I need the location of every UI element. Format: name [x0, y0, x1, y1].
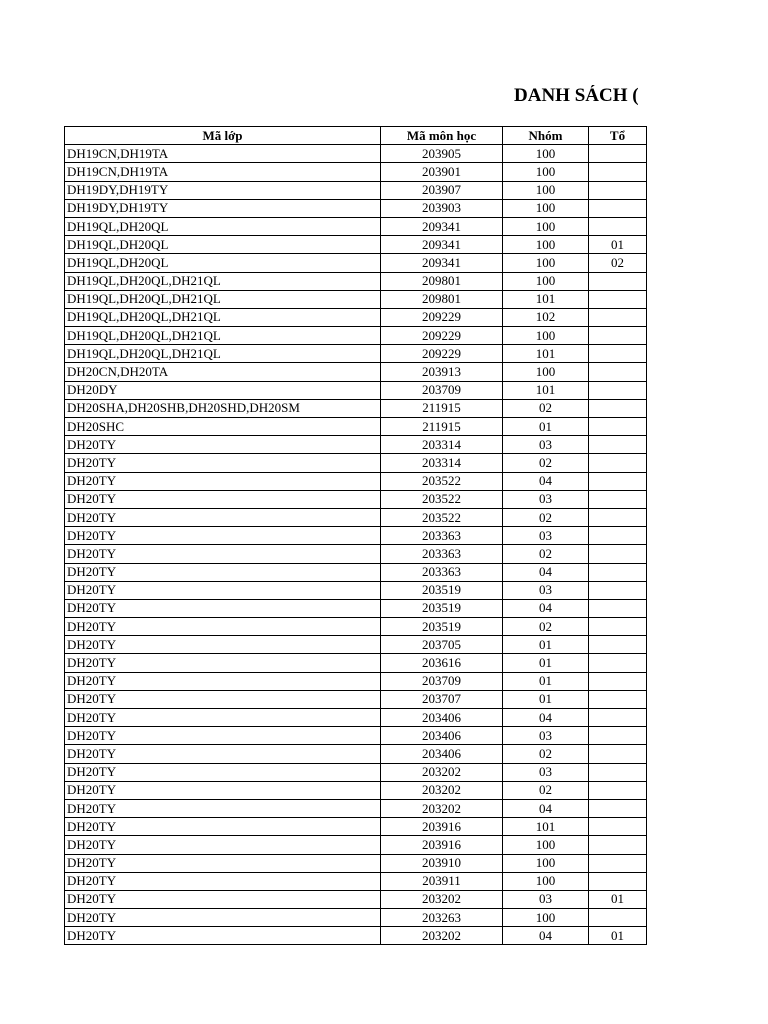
cell-team — [589, 618, 647, 636]
cell-team — [589, 818, 647, 836]
document-title: DANH SÁCH ( — [514, 85, 639, 106]
cell-course-code: 203202 — [381, 890, 503, 908]
cell-group: 101 — [503, 290, 589, 308]
table-row — [65, 599, 647, 617]
cell-team — [589, 654, 647, 672]
cell-course-code: 209341 — [381, 217, 503, 235]
cell-team — [589, 327, 647, 345]
schedule-table — [64, 126, 647, 945]
cell-class-code: DH20TY — [65, 508, 381, 526]
cell-group: 04 — [503, 599, 589, 617]
table-row — [65, 308, 647, 326]
cell-course-code: 203519 — [381, 599, 503, 617]
table-row — [65, 527, 647, 545]
cell-class-code: DH20SHC — [65, 418, 381, 436]
cell-team — [589, 836, 647, 854]
cell-class-code: DH20TY — [65, 581, 381, 599]
table-row — [65, 872, 647, 890]
table-row — [65, 254, 647, 272]
cell-course-code: 211915 — [381, 418, 503, 436]
cell-team — [589, 727, 647, 745]
cell-team — [589, 381, 647, 399]
cell-class-code: DH20TY — [65, 690, 381, 708]
cell-team — [589, 709, 647, 727]
cell-team: 02 — [589, 254, 647, 272]
cell-class-code: DH20TY — [65, 472, 381, 490]
cell-group: 03 — [503, 527, 589, 545]
cell-class-code: DH20TY — [65, 563, 381, 581]
cell-team — [589, 345, 647, 363]
cell-class-code: DH20TY — [65, 490, 381, 508]
cell-group: 100 — [503, 254, 589, 272]
cell-class-code: DH20TY — [65, 781, 381, 799]
cell-class-code: DH20TY — [65, 872, 381, 890]
cell-group: 101 — [503, 381, 589, 399]
cell-class-code: DH20TY — [65, 709, 381, 727]
cell-team — [589, 854, 647, 872]
cell-course-code: 203522 — [381, 508, 503, 526]
cell-class-code: DH20TY — [65, 763, 381, 781]
cell-class-code: DH20SHA,DH20SHB,DH20SHD,DH20SM — [65, 399, 381, 417]
cell-course-code: 203707 — [381, 690, 503, 708]
cell-group: 100 — [503, 363, 589, 381]
table-row — [65, 563, 647, 581]
table-row — [65, 418, 647, 436]
cell-team — [589, 799, 647, 817]
table-row — [65, 727, 647, 745]
table-row — [65, 490, 647, 508]
cell-class-code: DH20TY — [65, 618, 381, 636]
cell-team — [589, 781, 647, 799]
cell-group: 100 — [503, 236, 589, 254]
table-row — [65, 854, 647, 872]
cell-course-code: 203363 — [381, 563, 503, 581]
table-row — [65, 199, 647, 217]
cell-course-code: 203202 — [381, 763, 503, 781]
cell-class-code: DH20TY — [65, 818, 381, 836]
table-row — [65, 890, 647, 908]
column-header-course-code: Mã môn học — [381, 127, 503, 145]
cell-group: 04 — [503, 799, 589, 817]
cell-course-code: 203406 — [381, 709, 503, 727]
table-row — [65, 818, 647, 836]
cell-team — [589, 399, 647, 417]
cell-group: 100 — [503, 872, 589, 890]
cell-class-code: DH20DY — [65, 381, 381, 399]
table-row — [65, 763, 647, 781]
cell-team — [589, 199, 647, 217]
cell-course-code: 203907 — [381, 181, 503, 199]
table-row — [65, 781, 647, 799]
cell-course-code: 203406 — [381, 745, 503, 763]
cell-team — [589, 872, 647, 890]
cell-class-code: DH20TY — [65, 436, 381, 454]
cell-team — [589, 508, 647, 526]
cell-class-code: DH19DY,DH19TY — [65, 181, 381, 199]
table-row — [65, 163, 647, 181]
cell-class-code: DH19QL,DH20QL,DH21QL — [65, 308, 381, 326]
cell-course-code: 203314 — [381, 454, 503, 472]
cell-class-code: DH20TY — [65, 727, 381, 745]
table-row — [65, 545, 647, 563]
cell-group: 100 — [503, 145, 589, 163]
table-row — [65, 436, 647, 454]
cell-team — [589, 581, 647, 599]
table-row — [65, 181, 647, 199]
cell-group: 100 — [503, 181, 589, 199]
cell-group: 100 — [503, 327, 589, 345]
cell-class-code: DH20TY — [65, 836, 381, 854]
cell-team: 01 — [589, 927, 647, 945]
cell-class-code: DH20TY — [65, 854, 381, 872]
cell-team — [589, 545, 647, 563]
table-row — [65, 272, 647, 290]
cell-team — [589, 472, 647, 490]
cell-team: 01 — [589, 890, 647, 908]
cell-group: 03 — [503, 436, 589, 454]
cell-course-code: 203911 — [381, 872, 503, 890]
cell-group: 04 — [503, 472, 589, 490]
table-row — [65, 836, 647, 854]
cell-class-code: DH19CN,DH19TA — [65, 145, 381, 163]
cell-class-code: DH20CN,DH20TA — [65, 363, 381, 381]
cell-course-code: 209801 — [381, 272, 503, 290]
cell-course-code: 203522 — [381, 472, 503, 490]
cell-class-code: DH19QL,DH20QL — [65, 236, 381, 254]
cell-class-code: DH20TY — [65, 636, 381, 654]
cell-group: 02 — [503, 545, 589, 563]
cell-class-code: DH20TY — [65, 672, 381, 690]
table-row — [65, 472, 647, 490]
cell-course-code: 203910 — [381, 854, 503, 872]
cell-team — [589, 763, 647, 781]
cell-group: 04 — [503, 563, 589, 581]
table-row — [65, 290, 647, 308]
cell-group: 100 — [503, 217, 589, 235]
cell-course-code: 203709 — [381, 381, 503, 399]
cell-group: 100 — [503, 854, 589, 872]
cell-class-code: DH19DY,DH19TY — [65, 199, 381, 217]
cell-group: 03 — [503, 727, 589, 745]
cell-class-code: DH20TY — [65, 527, 381, 545]
cell-team — [589, 145, 647, 163]
cell-group: 03 — [503, 490, 589, 508]
cell-course-code: 209229 — [381, 308, 503, 326]
table-row — [65, 618, 647, 636]
cell-course-code: 209229 — [381, 327, 503, 345]
cell-group: 100 — [503, 836, 589, 854]
cell-group: 02 — [503, 781, 589, 799]
cell-team — [589, 527, 647, 545]
table-row — [65, 345, 647, 363]
cell-course-code: 203202 — [381, 781, 503, 799]
cell-team — [589, 181, 647, 199]
table-row — [65, 236, 647, 254]
cell-group: 101 — [503, 818, 589, 836]
cell-group: 02 — [503, 454, 589, 472]
table-row — [65, 799, 647, 817]
table-row — [65, 145, 647, 163]
cell-course-code: 203913 — [381, 363, 503, 381]
cell-class-code: DH19QL,DH20QL,DH21QL — [65, 272, 381, 290]
cell-team — [589, 436, 647, 454]
cell-group: 100 — [503, 272, 589, 290]
cell-course-code: 203202 — [381, 927, 503, 945]
cell-group: 01 — [503, 418, 589, 436]
cell-group: 02 — [503, 399, 589, 417]
cell-class-code: DH20TY — [65, 745, 381, 763]
table-row — [65, 399, 647, 417]
cell-course-code: 203202 — [381, 799, 503, 817]
cell-group: 01 — [503, 690, 589, 708]
table-row — [65, 381, 647, 399]
cell-team — [589, 672, 647, 690]
cell-course-code: 203705 — [381, 636, 503, 654]
cell-group: 04 — [503, 927, 589, 945]
cell-class-code: DH20TY — [65, 599, 381, 617]
table-row — [65, 745, 647, 763]
cell-course-code: 209341 — [381, 254, 503, 272]
table-row — [65, 508, 647, 526]
cell-team — [589, 599, 647, 617]
cell-team — [589, 308, 647, 326]
cell-team — [589, 272, 647, 290]
cell-team — [589, 745, 647, 763]
table-row — [65, 217, 647, 235]
cell-group: 03 — [503, 763, 589, 781]
cell-class-code: DH20TY — [65, 927, 381, 945]
cell-class-code: DH19CN,DH19TA — [65, 163, 381, 181]
cell-group: 101 — [503, 345, 589, 363]
cell-class-code: DH20TY — [65, 890, 381, 908]
cell-course-code: 203363 — [381, 527, 503, 545]
column-header-class-code: Mã lớp — [65, 127, 381, 145]
cell-class-code: DH20TY — [65, 799, 381, 817]
cell-group: 02 — [503, 618, 589, 636]
cell-group: 01 — [503, 636, 589, 654]
cell-team — [589, 418, 647, 436]
cell-course-code: 203916 — [381, 836, 503, 854]
cell-class-code: DH20TY — [65, 654, 381, 672]
column-header-team: Tổ — [589, 127, 647, 145]
cell-course-code: 209229 — [381, 345, 503, 363]
cell-course-code: 203709 — [381, 672, 503, 690]
table-row — [65, 454, 647, 472]
cell-group: 100 — [503, 163, 589, 181]
cell-course-code: 203263 — [381, 909, 503, 927]
cell-course-code: 203363 — [381, 545, 503, 563]
cell-course-code: 209801 — [381, 290, 503, 308]
table-row — [65, 672, 647, 690]
cell-group: 01 — [503, 672, 589, 690]
cell-group: 04 — [503, 709, 589, 727]
cell-team — [589, 217, 647, 235]
cell-course-code: 203406 — [381, 727, 503, 745]
cell-group: 100 — [503, 909, 589, 927]
cell-class-code: DH19QL,DH20QL — [65, 217, 381, 235]
cell-group: 01 — [503, 654, 589, 672]
cell-course-code: 203901 — [381, 163, 503, 181]
cell-group: 102 — [503, 308, 589, 326]
cell-team — [589, 690, 647, 708]
cell-course-code: 203903 — [381, 199, 503, 217]
cell-course-code: 203314 — [381, 436, 503, 454]
column-header-group: Nhóm — [503, 127, 589, 145]
cell-group: 02 — [503, 508, 589, 526]
table-header-row — [65, 127, 647, 145]
cell-course-code: 203519 — [381, 581, 503, 599]
cell-team — [589, 490, 647, 508]
cell-group: 100 — [503, 199, 589, 217]
table-body — [65, 145, 647, 945]
cell-group: 03 — [503, 890, 589, 908]
table-row — [65, 363, 647, 381]
cell-course-code: 203616 — [381, 654, 503, 672]
cell-team: 01 — [589, 236, 647, 254]
table-row — [65, 690, 647, 708]
cell-course-code: 203519 — [381, 618, 503, 636]
cell-class-code: DH20TY — [65, 909, 381, 927]
cell-group: 02 — [503, 745, 589, 763]
cell-class-code: DH20TY — [65, 454, 381, 472]
table-row — [65, 654, 647, 672]
cell-course-code: 209341 — [381, 236, 503, 254]
table-row — [65, 581, 647, 599]
cell-class-code: DH19QL,DH20QL — [65, 254, 381, 272]
cell-team — [589, 636, 647, 654]
cell-team — [589, 290, 647, 308]
cell-course-code: 203916 — [381, 818, 503, 836]
table-row — [65, 927, 647, 945]
cell-course-code: 203522 — [381, 490, 503, 508]
cell-course-code: 203905 — [381, 145, 503, 163]
cell-class-code: DH19QL,DH20QL,DH21QL — [65, 290, 381, 308]
table-row — [65, 709, 647, 727]
cell-team — [589, 563, 647, 581]
table-row — [65, 327, 647, 345]
cell-team — [589, 363, 647, 381]
cell-class-code: DH19QL,DH20QL,DH21QL — [65, 327, 381, 345]
cell-team — [589, 163, 647, 181]
cell-team — [589, 909, 647, 927]
cell-course-code: 211915 — [381, 399, 503, 417]
cell-class-code: DH20TY — [65, 545, 381, 563]
cell-group: 03 — [503, 581, 589, 599]
cell-class-code: DH19QL,DH20QL,DH21QL — [65, 345, 381, 363]
table-row — [65, 636, 647, 654]
cell-team — [589, 454, 647, 472]
table-row — [65, 909, 647, 927]
